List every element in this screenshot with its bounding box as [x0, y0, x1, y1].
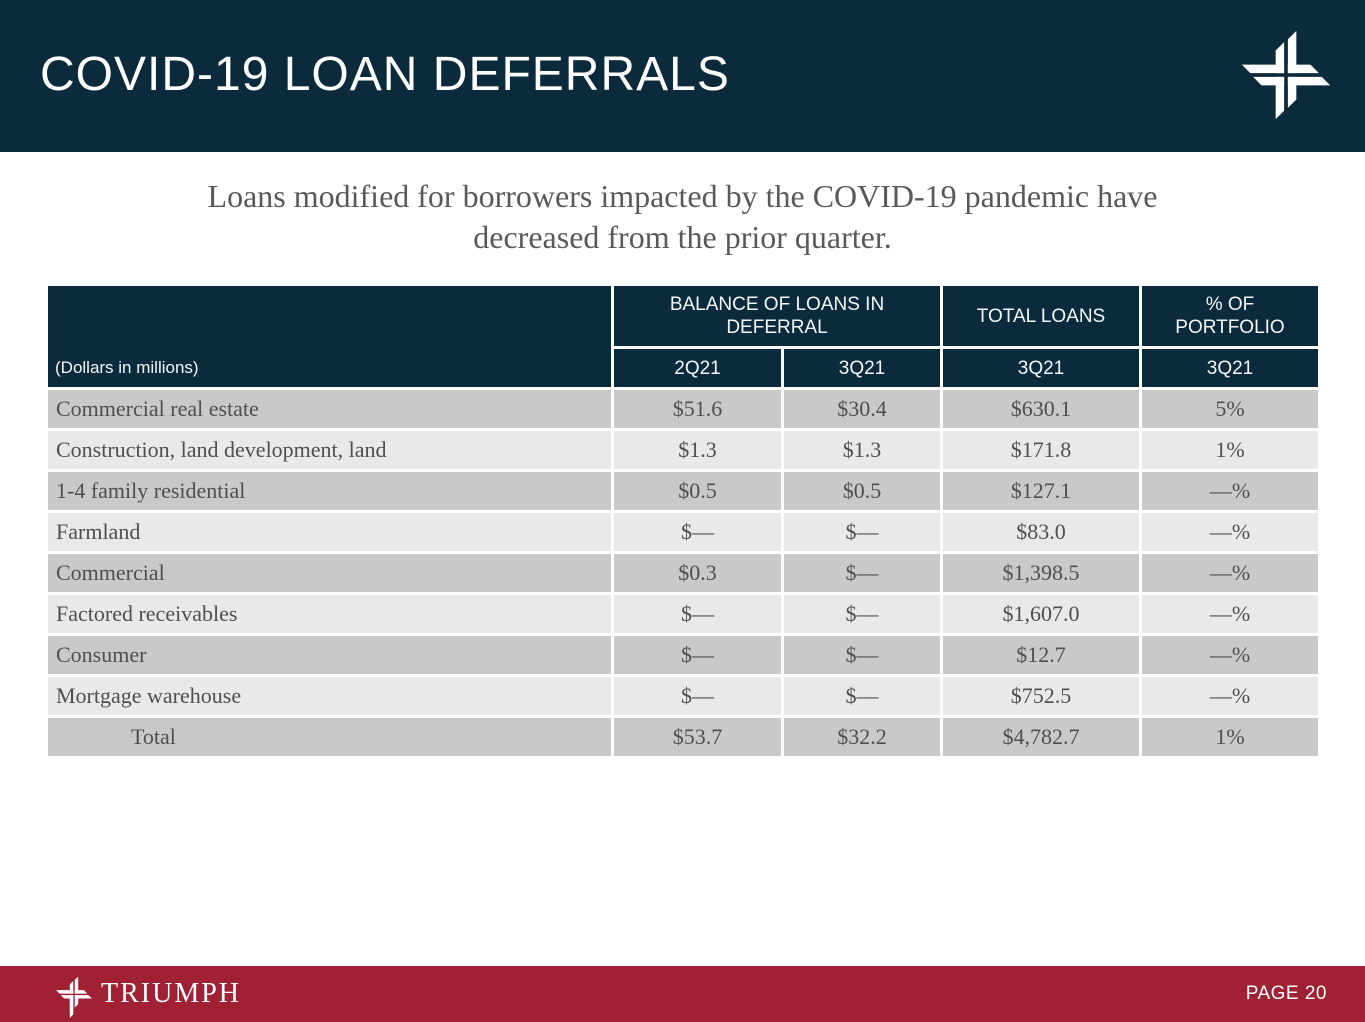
loan-deferrals-table — [48, 286, 1318, 756]
subtitle-line-1: Loans modified for borrowers impacted by the COVID-19 pandemic have — [207, 178, 1158, 214]
row-label: Construction, land development, land — [48, 431, 611, 469]
cell-value: $— — [784, 595, 940, 633]
row-label: Commercial real estate — [48, 390, 611, 428]
cell-value: —% — [1142, 513, 1318, 551]
cell-value: $1,398.5 — [943, 554, 1139, 592]
quarter-header: 3Q21 — [1142, 349, 1318, 387]
cell-value: —% — [1142, 595, 1318, 633]
cell-value: $— — [784, 636, 940, 674]
col-group-pct-portfolio — [1142, 286, 1318, 346]
cell-value: $630.1 — [943, 390, 1139, 428]
cell-value: $— — [614, 677, 781, 715]
cell-value: $1.3 — [784, 431, 940, 469]
cell-value: $— — [784, 554, 940, 592]
cell-value: —% — [1142, 472, 1318, 510]
cell-value: $32.2 — [784, 718, 940, 756]
triumph-split-cross-icon — [1239, 28, 1333, 122]
cell-value: 1% — [1142, 431, 1318, 469]
row-label: Factored receivables — [48, 595, 611, 633]
cell-value: $0.3 — [614, 554, 781, 592]
row-label: Mortgage warehouse — [48, 677, 611, 715]
row-label: Consumer — [48, 636, 611, 674]
cell-value: $752.5 — [943, 677, 1139, 715]
row-label: Commercial — [48, 554, 611, 592]
row-label: Farmland — [48, 513, 611, 551]
quarter-header: 2Q21 — [614, 349, 781, 387]
subtitle — [0, 176, 1365, 258]
quarter-header: 3Q21 — [784, 349, 940, 387]
cell-value: $127.1 — [943, 472, 1139, 510]
header-bar — [0, 0, 1365, 152]
cell-value: $12.7 — [943, 636, 1139, 674]
page-number: PAGE 20 — [1245, 983, 1327, 1004]
cell-value: $0.5 — [614, 472, 781, 510]
page-title: COVID-19 LOAN DEFERRALS — [40, 48, 730, 101]
cell-value: $1,607.0 — [943, 595, 1139, 633]
col-group-total-loans — [943, 286, 1139, 346]
cell-value: $30.4 — [784, 390, 940, 428]
triumph-split-cross-icon — [55, 975, 93, 1019]
table-corner-label: (Dollars in millions) — [48, 286, 611, 387]
cell-value: $0.5 — [784, 472, 940, 510]
cell-value: $83.0 — [943, 513, 1139, 551]
subtitle-line-2: decreased from the prior quarter. — [473, 219, 892, 255]
col-group-pct-label: % OF PORTFOLIO — [1175, 294, 1285, 338]
cell-value: $— — [614, 636, 781, 674]
col-group-balance-of-loans — [614, 286, 940, 346]
cell-value: 5% — [1142, 390, 1318, 428]
cell-value: $— — [614, 513, 781, 551]
cell-value: $51.6 — [614, 390, 781, 428]
cell-value: $— — [784, 513, 940, 551]
row-label: 1-4 family residential — [48, 472, 611, 510]
cell-value: 1% — [1142, 718, 1318, 756]
cell-value: —% — [1142, 554, 1318, 592]
cell-value: —% — [1142, 636, 1318, 674]
cell-value: $171.8 — [943, 431, 1139, 469]
col-group-balance-label: BALANCE OF LOANS IN DEFERRAL — [669, 294, 885, 338]
row-label: Total — [48, 718, 611, 756]
cell-value: $1.3 — [614, 431, 781, 469]
cell-value: $— — [784, 677, 940, 715]
cell-value: —% — [1142, 677, 1318, 715]
footer-bar — [0, 966, 1365, 1022]
footer-brand — [55, 969, 241, 1019]
cell-value: $53.7 — [614, 718, 781, 756]
col-group-total-label: TOTAL LOANS — [976, 305, 1106, 327]
quarter-header: 3Q21 — [943, 349, 1139, 387]
cell-value: $4,782.7 — [943, 718, 1139, 756]
cell-value: $— — [614, 595, 781, 633]
brand-name: TRIUMPH — [101, 978, 242, 1009]
